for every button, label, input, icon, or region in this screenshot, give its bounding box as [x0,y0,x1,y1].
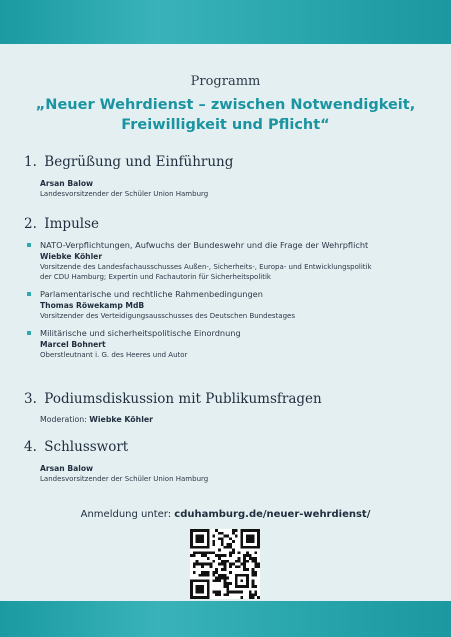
section-welcome [24,154,434,199]
section-heading [24,216,434,232]
bullet-square-icon [27,243,31,247]
speaker-role: Landesvorsitzender der Schüler Union Hamburg [40,475,209,483]
qr-code-icon[interactable] [190,529,260,599]
speaker [40,178,434,199]
impulse-topic: NATO-Verpflichtungen, Aufwuchs der Bundeswehr und die Frage der Wehrpflicht [40,240,369,250]
speaker-role: Vorsitzender des Verteidigungsausschusses des Deutschen Bundestages [40,312,295,320]
section-number: 4. [24,439,37,455]
section-title: Podiumsdiskussion mit Publikumsfragen [44,391,322,407]
registration-label: Anmeldung unter: [80,509,172,520]
program-content [0,44,451,601]
section-heading [24,391,434,407]
section-heading [24,154,434,170]
event-title-line1: „Neuer Wehrdienst – zwischen Notwendigkeit, [35,97,416,113]
registration-line [0,509,451,520]
section-number: 3. [24,391,37,407]
moderation-line [40,415,434,424]
top-banner [0,0,451,44]
speaker-name: Arsan Balow [40,464,94,473]
event-title-line2: Freiwilligkeit und Pflicht“ [121,117,330,133]
speaker-role: Vorsitzende des Landesfachausschusses Außen-, Sicherheits-, Europa- und Entwicklungspolitik [40,263,372,271]
speaker-name: Marcel Bohnert [40,340,106,349]
impulse-topic: Militärische und sicherheitspolitische Einordnung [40,328,241,338]
speaker [40,463,434,484]
section-number: 2. [24,216,37,232]
speaker-role-cont: der CDU Hamburg; Expertin und Fachautorin für Sicherheitspolitik [40,273,271,281]
section-title: Impulse [44,216,100,232]
speaker-name: Arsan Balow [40,179,94,188]
impulse-topic: Parlamentarische und rechtliche Rahmenbedingungen [40,289,263,299]
section-title: Schlusswort [44,439,129,455]
impulse-item [40,240,434,282]
section-heading [24,439,434,455]
bullet-square-icon [27,331,31,335]
speaker-role: Oberstleutnant i. G. des Heeres und Autor [40,351,188,359]
bullet-square-icon [27,292,31,296]
moderator-name: Wiebke Köhler [89,415,154,424]
section-impulse [24,216,434,367]
impulse-item [40,289,434,321]
impulse-item [40,328,434,360]
program-kicker: Programm [190,74,261,89]
bottom-banner [0,601,451,637]
speaker-role: Landesvorsitzender der Schüler Union Hamburg [40,190,209,198]
section-closing [24,439,434,484]
moderation-label: Moderation: [40,415,87,424]
event-title [20,95,431,135]
registration-link[interactable]: cduhamburg.de/neuer-wehrdienst/ [174,509,371,520]
section-panel [24,391,434,424]
speaker-name: Wiebke Köhler [40,252,103,261]
section-title: Begrüßung und Einführung [44,154,234,170]
section-number: 1. [24,154,37,170]
speaker-name: Thomas Röwekamp MdB [40,301,145,310]
